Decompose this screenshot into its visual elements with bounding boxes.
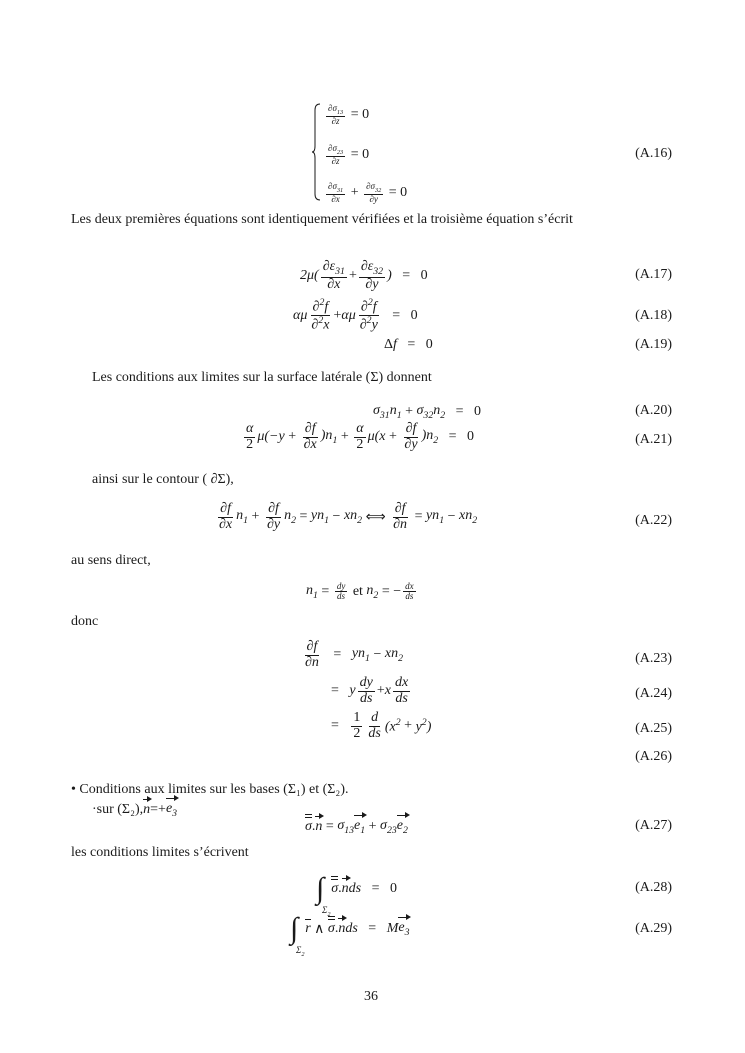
equation-a28: ∫ $\Sigma_2$ σ . n ds = 0 bbox=[316, 872, 397, 918]
equation-a18: αμ $\frac{\partial^2f}{\partial^2x}$ + αμ $\frac{\partial^2f}{\partial^2y}$ = 0 bbox=[293, 297, 418, 333]
equation-a27: σ . n = $\sigma_{13}$ $e_1$ + $\sigma_{23}$ $e_2$ bbox=[305, 818, 408, 836]
paragraph: au sens direct, bbox=[71, 553, 151, 568]
equation-number: (A.18) bbox=[635, 308, 672, 323]
equation-number: (A.29) bbox=[635, 921, 672, 936]
equation-a25: = $\frac{1}{2}$ $\frac{d}{ds}$ ($x^2$ + $y^2$) bbox=[331, 710, 432, 741]
equation-normal-components: $n_1$ = $\frac{dy}{ds}$ et $n_2$ = − $\frac{dx}{ds}$ bbox=[306, 581, 414, 602]
paragraph: • Conditions aux limites sur les bases (Σ₁) et (Σ₂). bbox=[71, 782, 349, 797]
equation-a24: = y $\frac{dy}{ds}$ + x $\frac{dx}{ds}$ bbox=[331, 675, 409, 706]
paragraph: ainsi sur le contour ( ∂Σ), bbox=[92, 472, 234, 487]
equation-number: (A.24) bbox=[635, 686, 672, 701]
equation-number: (A.20) bbox=[635, 403, 672, 418]
equation-number: (A.16) bbox=[635, 146, 672, 161]
equation-a19: Δ f = 0 bbox=[384, 337, 433, 352]
equation-a17: 2μ( $\frac{\partial\varepsilon_{31}}{\partial x}$ + $\frac{\partial\varepsilon_{32}}{\partial y}$ ) = 0 bbox=[300, 259, 428, 293]
equation-number: (A.28) bbox=[635, 880, 672, 895]
paragraph: les conditions limites s’écrivent bbox=[71, 845, 249, 860]
equation-number: (A.17) bbox=[635, 267, 672, 282]
equation-number: (A.27) bbox=[635, 818, 672, 833]
equation-a22: $\frac{\partial f}{\partial x}$ $n_1$ + $\frac{\partial f}{\partial y}$ $n_2$ = $yn_1$ − $xn_2$ ⟺ $\frac{\partial f}{\partial n}$ = $yn_1$ − $xn_2$ bbox=[219, 501, 478, 532]
equation-number: (A.22) bbox=[635, 513, 672, 528]
equation-number: (A.21) bbox=[635, 432, 672, 447]
equation-a29: ∫ $\Sigma_2$ r ∧ σ . n ds = M $e_3$ bbox=[290, 912, 410, 958]
equation-a21: $\frac{\alpha}{2}$ μ(−y + $\frac{\partial f}{\partial x}$ )$n_1$ + $\frac{\alpha}{2}$ μ(x + $\frac{\partial f}{\partial y}$ )$n_2$ = 0 bbox=[246, 421, 475, 452]
paragraph: Les conditions aux limites sur la surface latérale (Σ) donnent bbox=[92, 370, 432, 385]
paragraph: donc bbox=[71, 614, 99, 629]
page-number: 36 bbox=[364, 989, 378, 1004]
left-brace bbox=[312, 102, 322, 202]
sur-sigma2-line: ·sur (Σ₂), n =+ $e_3$ bbox=[92, 801, 178, 819]
paragraph: Les deux premières équations sont identiquement vérifiées et la troisième équation s’écrit bbox=[71, 212, 573, 227]
equation-number: (A.25) bbox=[635, 721, 672, 736]
equation-a16-system: $\frac{\partial\sigma_{13}}{\partial z}$ = 0 $\frac{\partial\sigma_{23}}{\partial z}$ = 0 $\frac{\partial\sigma_{31}}{\partial x}$ + $\frac{\partial\sigma_{32}}{\partial y}$ = 0 bbox=[312, 102, 452, 202]
equation-a23: $\frac{\partial f}{\partial n}$ = $yn_1$ − $xn_2$ bbox=[305, 639, 403, 670]
et-word: et bbox=[352, 583, 363, 599]
equation-number: (A.26) bbox=[635, 749, 672, 764]
equation-number: (A.23) bbox=[635, 651, 672, 666]
equation-a20: $\sigma_{31}n_1$ + $\sigma_{32}n_2$ = 0 bbox=[373, 403, 482, 421]
equation-number: (A.19) bbox=[635, 337, 672, 352]
sur-label: ·sur (Σ₂), bbox=[92, 801, 144, 817]
